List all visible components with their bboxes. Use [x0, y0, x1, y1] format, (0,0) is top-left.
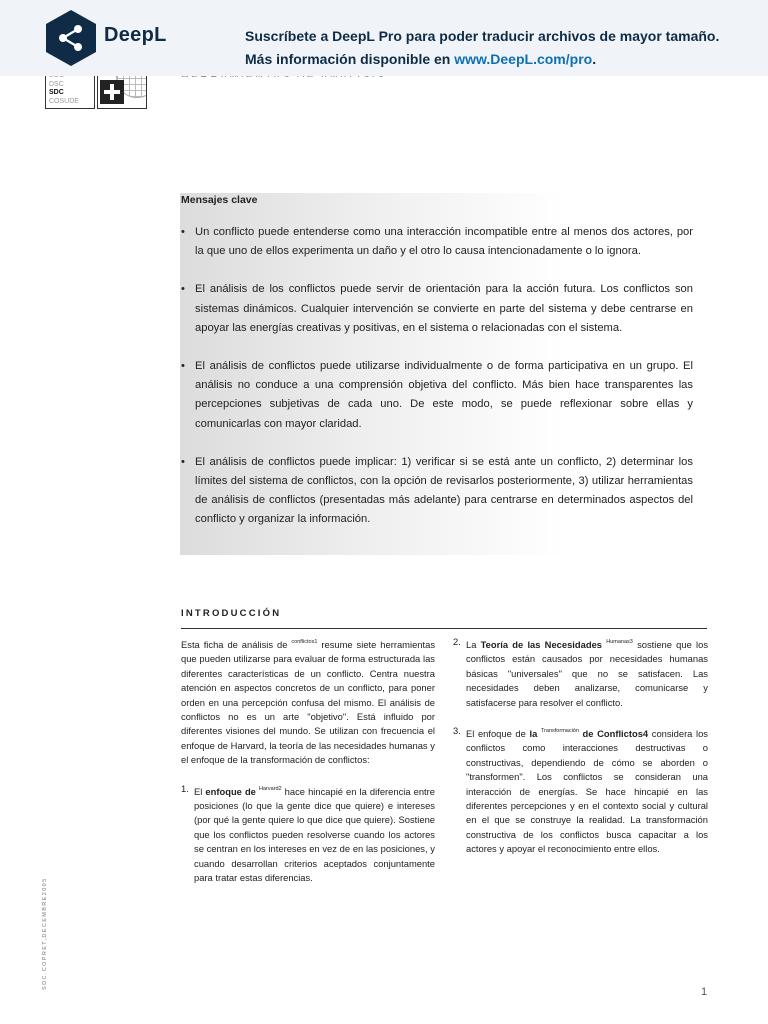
- intro-paragraph: [181, 635, 435, 768]
- intro-divider: [181, 628, 707, 629]
- sdc-line-cosude: COSUDE: [49, 97, 79, 105]
- item-text: hace hincapié en la diferencia entre posiciones (lo que la gente dice que quiere) e intereses (por qué la gente quiere lo que dice que quiere). Sostiene que los conflictos pueden resolverse cuando los actores se centran en los intereses en vez de en las posiciones, y cuando desarrollan criterios aceptados conjuntamente para tratar estas diferencias.: [194, 785, 435, 884]
- item-bold: Teoría de las Necesidades: [480, 639, 603, 650]
- key-message-item: • Un conflicto puede entenderse como una interacción incompatible entre al menos dos actores, por la que uno de ellos experimenta un daño y el otro lo causa intencionadamente o lo ignora.: [181, 223, 693, 261]
- intro-right-column: [453, 635, 708, 857]
- item-bold: de Conflictos4: [582, 728, 649, 740]
- item-bold: la: [529, 728, 538, 740]
- footnote-ref-3: Humanas3: [606, 639, 633, 645]
- deepl-brand-name: DeepL: [104, 24, 167, 46]
- page-number: 1: [701, 986, 708, 998]
- key-messages-title: Mensajes clave: [181, 194, 258, 206]
- footnote-ref-1: conflictos1: [291, 639, 318, 645]
- banner-message: [245, 25, 719, 71]
- intro-left-column: [181, 635, 435, 886]
- deepl-banner: [0, 0, 768, 76]
- banner-line-2-suffix: .: [592, 51, 597, 67]
- footnote-ref-4: Transformación: [540, 728, 579, 735]
- key-message-item: • El análisis de conflictos puede utilizarse individualmente o de forma participativa en un grupo. El análisis no conduce a una comprensión objetiva del conflicto. Más bien hace transparentes las percepciones subjetivas de cada uno. De este modo, se puede reflexionar sobre ellas y comunicarlas con mayor claridad.: [181, 357, 693, 434]
- item-text: considera los conflictos como interacciones destructivas o constructivas, dependiendo de cómo se aborden o "transformen". Los conflictos se consideran una interacción de energías. Se hace hincapié en las diferentes percepciones y en el contexto social y cultural en el que se construye la realidad. La transformación constructiva de los conflictos busca capacitar a los actores y apoyar el reconocimiento entre ellos.: [466, 728, 708, 855]
- intro-item-2: [453, 635, 708, 710]
- item-bold: enfoque de: [205, 785, 256, 797]
- item-number: 2.: [453, 636, 461, 647]
- intro-item-1: [181, 782, 435, 886]
- item-text: sostiene que los conflictos están causados por necesidades humanas básicas "universales" que no se satisfacen. Las necesidades deben analizarse, comunicarse y satisfacerse para resolver el conflicto.: [466, 639, 709, 708]
- intro-heading: INTRODUCCIÓN: [181, 608, 282, 619]
- intro-item-3: [453, 724, 708, 857]
- item-pre: La: [466, 639, 477, 650]
- banner-line-1: Suscríbete a DeepL Pro para poder traducir archivos de mayor tamaño.: [245, 28, 720, 44]
- sdc-line-dsc: DSC: [49, 80, 64, 88]
- key-message-item: • El análisis de los conflictos puede servir de orientación para la acción futura. Los conflictos son sistemas dinámicos. Cualquier intervención se convierte en parte del sistema y debe centrarse en apoyar las energías creativas y positivas, en el sistema o relacionadas con el sistema.: [181, 280, 693, 338]
- key-messages-list: [181, 223, 693, 549]
- deepl-logo-icon[interactable]: [46, 10, 96, 66]
- intro-para-text-b: resume siete herramientas que pueden utilizarse para evaluar de forma estructurada las diferentes características de un conflicto. Centra nuestra atención en aspectos concretos de un conflicto, para poner orden en una percepción confusa del mismo. El análisis de conflictos no es un arte "objetivo". Está influido por diferentes visiones del mundo. Se utilizan con frecuencia el enfoque de Harvard, la teoría de las necesidades humanas y el enfoque de la transformación de conflictos:: [181, 639, 436, 766]
- banner-line-2: [245, 48, 719, 71]
- banner-line-2-prefix: Más información disponible en: [245, 51, 455, 67]
- item-number: 1.: [181, 782, 189, 794]
- deepl-pro-link[interactable]: www.DeepL.com/pro: [454, 51, 593, 67]
- intro-para-text-a: Esta ficha de análisis de: [181, 639, 288, 650]
- item-pre: El enfoque de: [466, 728, 526, 740]
- sdc-line-sdc: SDC: [49, 89, 64, 96]
- side-footer-text: SDC.COPRET,DECEMBRE2005: [42, 877, 48, 990]
- item-pre: El: [194, 785, 203, 797]
- item-number: 3.: [453, 725, 461, 737]
- swiss-cross-icon: [100, 80, 124, 104]
- footnote-ref-2: Harvard2: [258, 785, 282, 792]
- key-message-item: • El análisis de conflictos puede implicar: 1) verificar si se está ante un conflicto, 2) determinar los límites del sistema de conflictos, con la opción de revisarlos posteriormente, 3) utilizar herramientas de análisis de conflictos (presentadas más adelante) para centrarse en determinados aspectos del conflicto y organizar la información.: [181, 453, 693, 530]
